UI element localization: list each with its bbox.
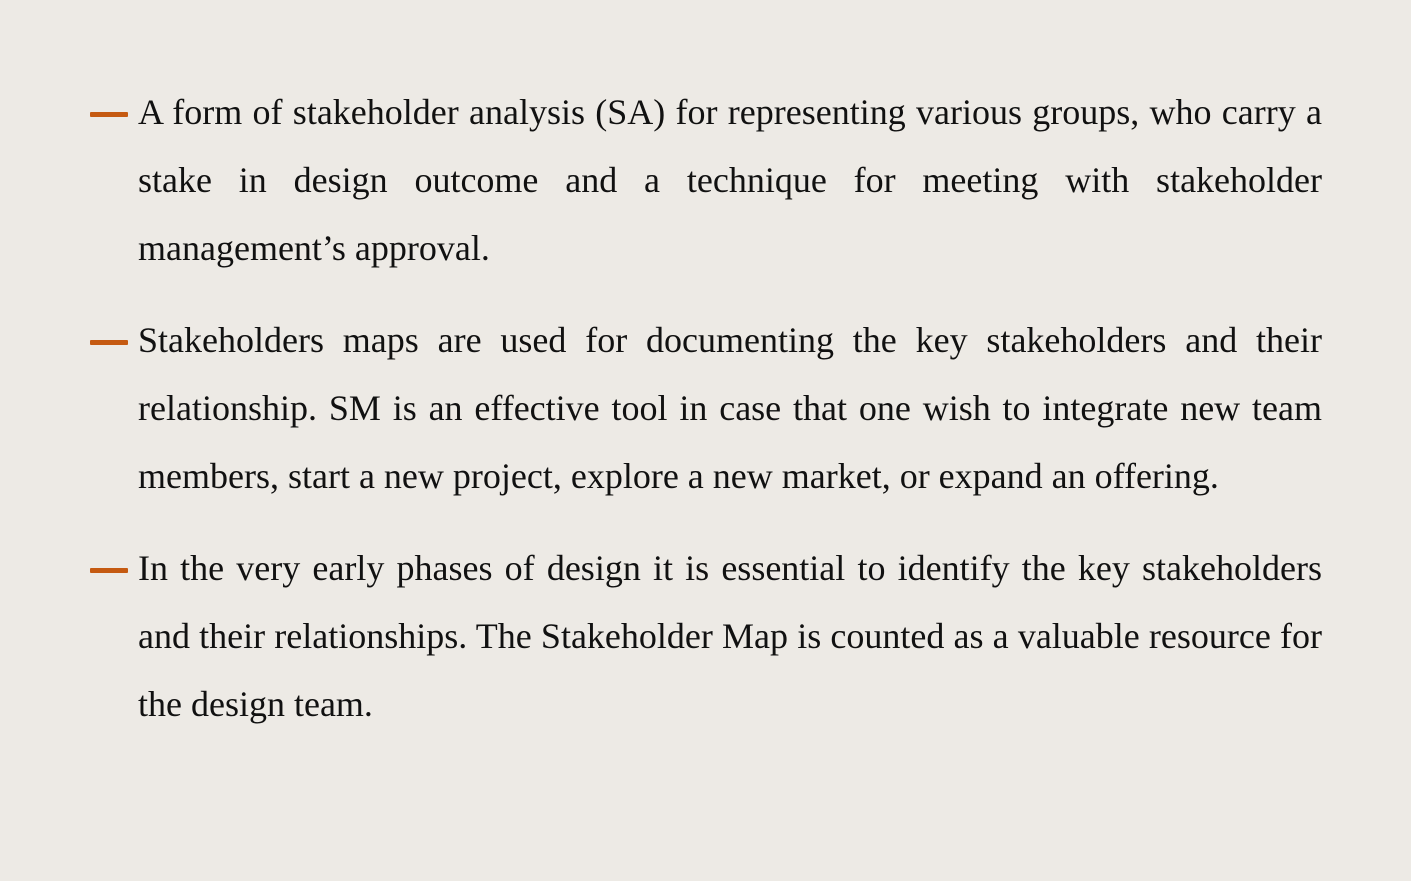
bullet-text: In the very early phases of design it is essential to identify the key stakeholders and their relationships. The Stakeholder Map is counted as a valuable resource for the design team. [138,548,1322,724]
bullet-text: Stakeholders maps are used for documenting the key stakeholders and their relationship. SM is an effective tool in case that one wish to integrate new team members, start a new project, explore a new market, or expand an offering. [138,320,1322,496]
bullet-item [90,78,1322,282]
bullet-item [90,306,1322,510]
dash-bullet-icon [90,112,128,117]
dash-bullet-icon [90,568,128,573]
dash-bullet-icon [90,340,128,345]
bullet-item [90,534,1322,738]
bullet-list [90,78,1322,762]
bullet-text: A form of stakeholder analysis (SA) for representing various groups, who carry a stake in design outcome and a technique for meeting with stakeholder management’s approval. [138,92,1322,268]
